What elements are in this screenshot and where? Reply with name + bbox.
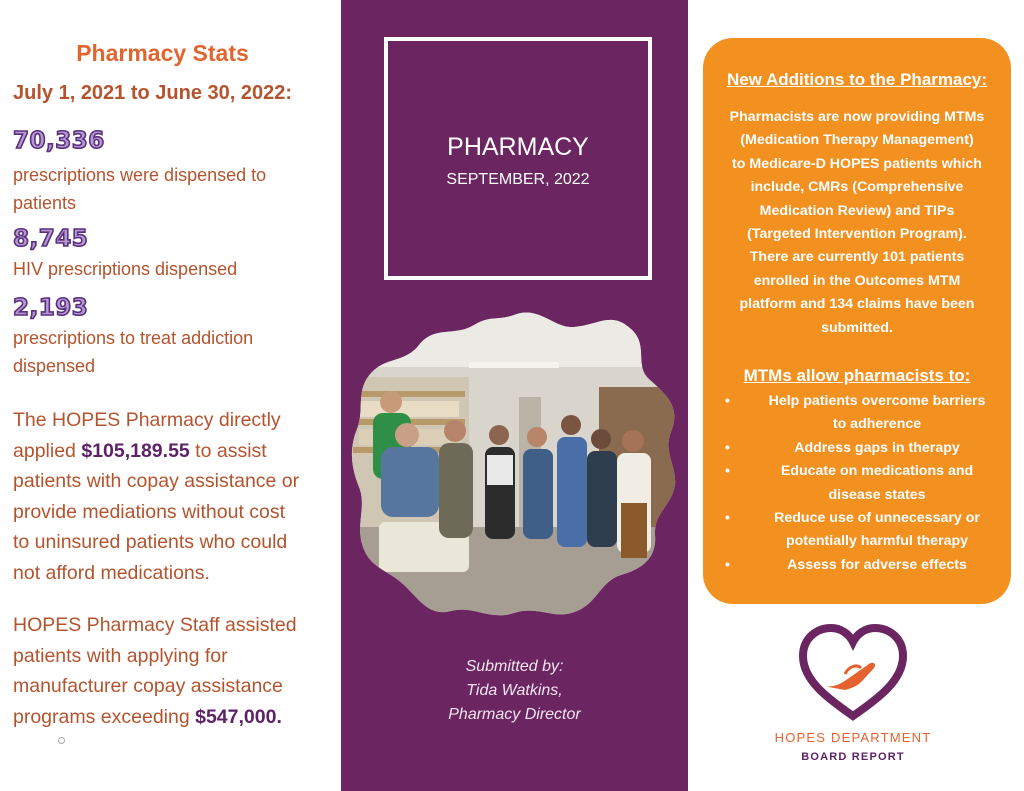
report-date: SEPTEMBER, 2022 bbox=[446, 171, 590, 188]
body-line: enrolled in the Outcomes MTM bbox=[753, 272, 961, 289]
submitted-by bbox=[341, 655, 688, 727]
para-line: programs exceeding $547,000. bbox=[13, 705, 282, 728]
para-line: manufacturer copay assistance bbox=[13, 675, 283, 697]
para-line: The HOPES Pharmacy directly bbox=[13, 409, 281, 431]
body-line: (Medication Therapy Management) bbox=[740, 132, 974, 149]
para-line: to uninsured patients who could bbox=[13, 531, 288, 553]
submitted-name: Tida Watkins, bbox=[466, 682, 563, 699]
stat-number-hiv: 8,745 bbox=[13, 226, 89, 252]
desc-line: HIV prescriptions dispensed bbox=[13, 259, 238, 279]
list-item: • Assess for adverse effects bbox=[725, 556, 967, 573]
body-line: to Medicare-D HOPES patients which bbox=[732, 155, 982, 172]
list-item: • Reduce use of unnecessary or potentially harmful therapy bbox=[725, 510, 980, 550]
para-line: not afford medications. bbox=[13, 561, 210, 584]
para-line: HOPES Pharmacy Staff assisted bbox=[13, 614, 297, 636]
staff-paragraph bbox=[13, 610, 323, 732]
body-line: There are currently 101 patients bbox=[749, 249, 965, 266]
stats-title: Pharmacy Stats bbox=[76, 40, 249, 66]
mtm-list bbox=[717, 390, 1003, 577]
amount-copay: $105,189.55 bbox=[81, 439, 190, 462]
stats-column bbox=[0, 0, 341, 791]
mtm-heading: MTMs allow pharmacists to: bbox=[743, 366, 971, 385]
list-item: • Address gaps in therapy bbox=[725, 439, 960, 456]
new-additions-body bbox=[717, 106, 997, 340]
stat-desc-addiction bbox=[13, 324, 313, 380]
list-item: • Educate on medications and disease states bbox=[725, 463, 974, 503]
submitted-label: Submitted by: bbox=[465, 658, 564, 675]
body-line: platform and 134 claims have been bbox=[739, 296, 975, 313]
para-line: patients with copay assistance or bbox=[13, 470, 300, 492]
stat-desc-prescriptions bbox=[13, 161, 313, 217]
para-line: applied $105,189.55 to assist bbox=[13, 439, 267, 462]
submitted-role: Pharmacy Director bbox=[448, 706, 581, 723]
hopes-heart-hand-icon bbox=[797, 624, 909, 724]
logo-name: HOPES DEPARTMENT bbox=[774, 730, 932, 745]
body-line: submitted. bbox=[821, 319, 893, 336]
desc-line: patients bbox=[13, 193, 77, 213]
desc-line: prescriptions to treat addiction bbox=[13, 328, 254, 348]
body-line: include, CMRs (Comprehensive bbox=[750, 179, 964, 196]
desc-line: prescriptions were dispensed to bbox=[13, 165, 267, 185]
stat-number-prescriptions: 70,336 bbox=[13, 128, 105, 154]
decorative-dot bbox=[58, 737, 65, 744]
para-line: patients with applying for bbox=[13, 644, 228, 667]
copay-paragraph bbox=[13, 405, 323, 588]
stat-desc-hiv bbox=[13, 255, 313, 283]
body-line: (Targeted Intervention Program). bbox=[747, 226, 967, 243]
body-line: Pharmacists are now providing MTMs bbox=[729, 109, 985, 125]
cover-panel bbox=[341, 0, 688, 791]
title-frame bbox=[384, 37, 652, 280]
amount-programs: $547,000. bbox=[195, 705, 282, 728]
stat-number-addiction: 2,193 bbox=[13, 295, 89, 321]
list-item: • Help patients overcome barriers to adherence bbox=[725, 393, 986, 433]
para-line: provide mediations without cost bbox=[13, 500, 286, 523]
staff-photo bbox=[349, 307, 679, 627]
date-range: July 1, 2021 to June 30, 2022: bbox=[13, 82, 293, 104]
new-additions-box bbox=[703, 38, 1011, 604]
report-title: PHARMACY bbox=[447, 133, 589, 161]
desc-line: dispensed bbox=[13, 356, 96, 376]
new-additions-heading: New Additions to the Pharmacy: bbox=[726, 70, 988, 89]
logo-subtitle: BOARD REPORT bbox=[801, 751, 905, 763]
body-line: Medication Review) and TIPs bbox=[759, 202, 955, 219]
